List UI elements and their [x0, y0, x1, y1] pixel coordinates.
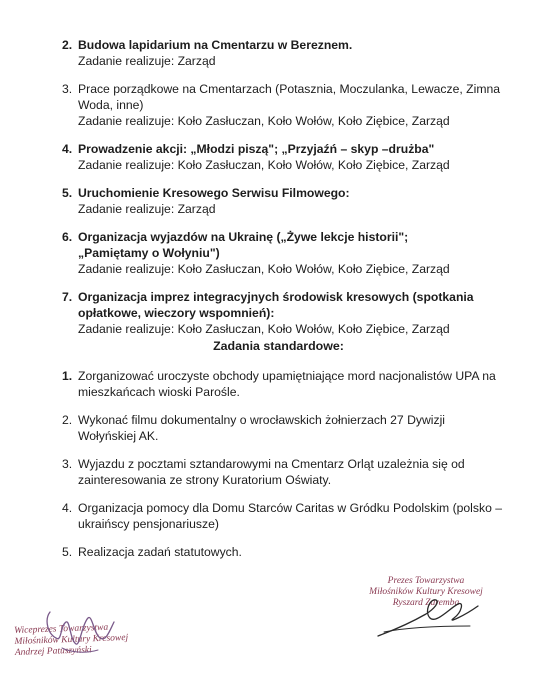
item-line: Zadanie realizuje: Koło Zasłuczan, Koło Wołów, Koło Ziębice, Zarząd — [78, 262, 450, 276]
list-item — [62, 412, 507, 444]
special-tasks-list — [62, 30, 507, 337]
item-title: Prowadzenie akcji: „Młodzi piszą"; „Przyjaźń – skyp –drużba" — [78, 142, 435, 156]
stamp-line: Miłośników Kultury Kresowej — [14, 633, 129, 647]
stamp-line: Prezes Towarzystwa — [387, 576, 465, 586]
stamp-line: Andrzej Patuszyński — [14, 645, 92, 658]
item-line: Wyjazdu z pocztami sztandarowymi na Cmentarz Orląt uzależnia się od — [78, 457, 465, 471]
item-number: 5. — [62, 186, 73, 200]
item-title: Uruchomienie Kresowego Serwisu Filmowego: — [78, 186, 350, 200]
item-title: Organizacja imprez integracyjnych środowisk kresowych (spotkania — [78, 290, 474, 304]
list-item — [62, 229, 507, 277]
list-item — [62, 368, 507, 400]
item-line: Zadanie realizuje: Zarząd — [78, 202, 216, 216]
list-item — [62, 37, 507, 69]
item-title: „Pamiętamy o Wołyniu") — [78, 246, 220, 260]
stamp-line: Miłośników Kultury Kresowej — [369, 587, 483, 597]
list-item — [62, 500, 507, 532]
item-line: Zadanie realizuje: Koło Zasłuczan, Koło Wołów, Koło Ziębice, Zarząd — [78, 114, 450, 128]
item-number: 2. — [62, 413, 73, 427]
item-line: Realizacja zadań statutowych. — [78, 545, 242, 559]
item-title: Organizacja wyjazdów na Ukrainę („Żywe lekcje historii"; — [78, 230, 409, 244]
item-line: Organizacja pomocy dla Domu Starców Caritas w Gródku Podolskim (polsko – — [78, 501, 503, 515]
section-heading: Zadania standardowe: — [213, 339, 344, 353]
item-line: zainteresowania ze strony Kuratorium Oświaty. — [78, 473, 332, 487]
item-line: Zorganizować uroczyste obchody upamiętniające mord nacjonalistów UPA na — [78, 369, 496, 383]
item-number: 4. — [62, 142, 73, 156]
item-number: 3. — [62, 457, 73, 471]
item-title: Budowa lapidarium na Cmentarzu w Bereznem. — [78, 38, 353, 52]
item-line: Woda, inne) — [78, 98, 144, 112]
list-item — [62, 185, 507, 217]
item-line: Zadanie realizuje: Zarząd — [78, 54, 216, 68]
vice-president-signature-icon — [40, 604, 120, 664]
president-signature-icon — [374, 596, 484, 640]
item-line: Prace porządkowe na Cmentarzach (Potasznia, Moczulanka, Lewacze, Zimna — [78, 82, 501, 96]
stamp-line: Wiceprezes Towarzystwa — [14, 622, 109, 636]
item-number: 2. — [62, 38, 73, 52]
item-line: Wołyńskiej AK. — [78, 429, 159, 443]
item-line: mieszkańcach wioski Parośle. — [78, 385, 240, 399]
item-number: 1. — [62, 369, 73, 383]
list-item — [62, 289, 507, 337]
standard-tasks-list — [62, 368, 507, 560]
list-item — [62, 141, 507, 173]
item-line: ukraińscy pensjonariusze) — [78, 517, 219, 531]
list-item — [62, 544, 507, 560]
stamp-line: Ryszard Zaremba — [392, 598, 460, 608]
item-number: 7. — [62, 290, 73, 304]
item-number: 4. — [62, 501, 73, 515]
item-title: opłatkowe, wieczory wspomnień): — [78, 306, 275, 320]
item-number: 3. — [62, 82, 73, 96]
item-number: 5. — [62, 545, 73, 559]
item-number: 6. — [62, 230, 73, 244]
list-item — [62, 81, 507, 129]
item-line: Zadanie realizuje: Koło Zasłuczan, Koło Wołów, Koło Ziębice, Zarząd — [78, 322, 450, 336]
list-item — [62, 456, 507, 488]
item-line: Wykonać filmu dokumentalny o wrocławskich żołnierzach 27 Dywizji — [78, 413, 446, 427]
item-line: Zadanie realizuje: Koło Zasłuczan, Koło Wołów, Koło Ziębice, Zarząd — [78, 158, 450, 172]
